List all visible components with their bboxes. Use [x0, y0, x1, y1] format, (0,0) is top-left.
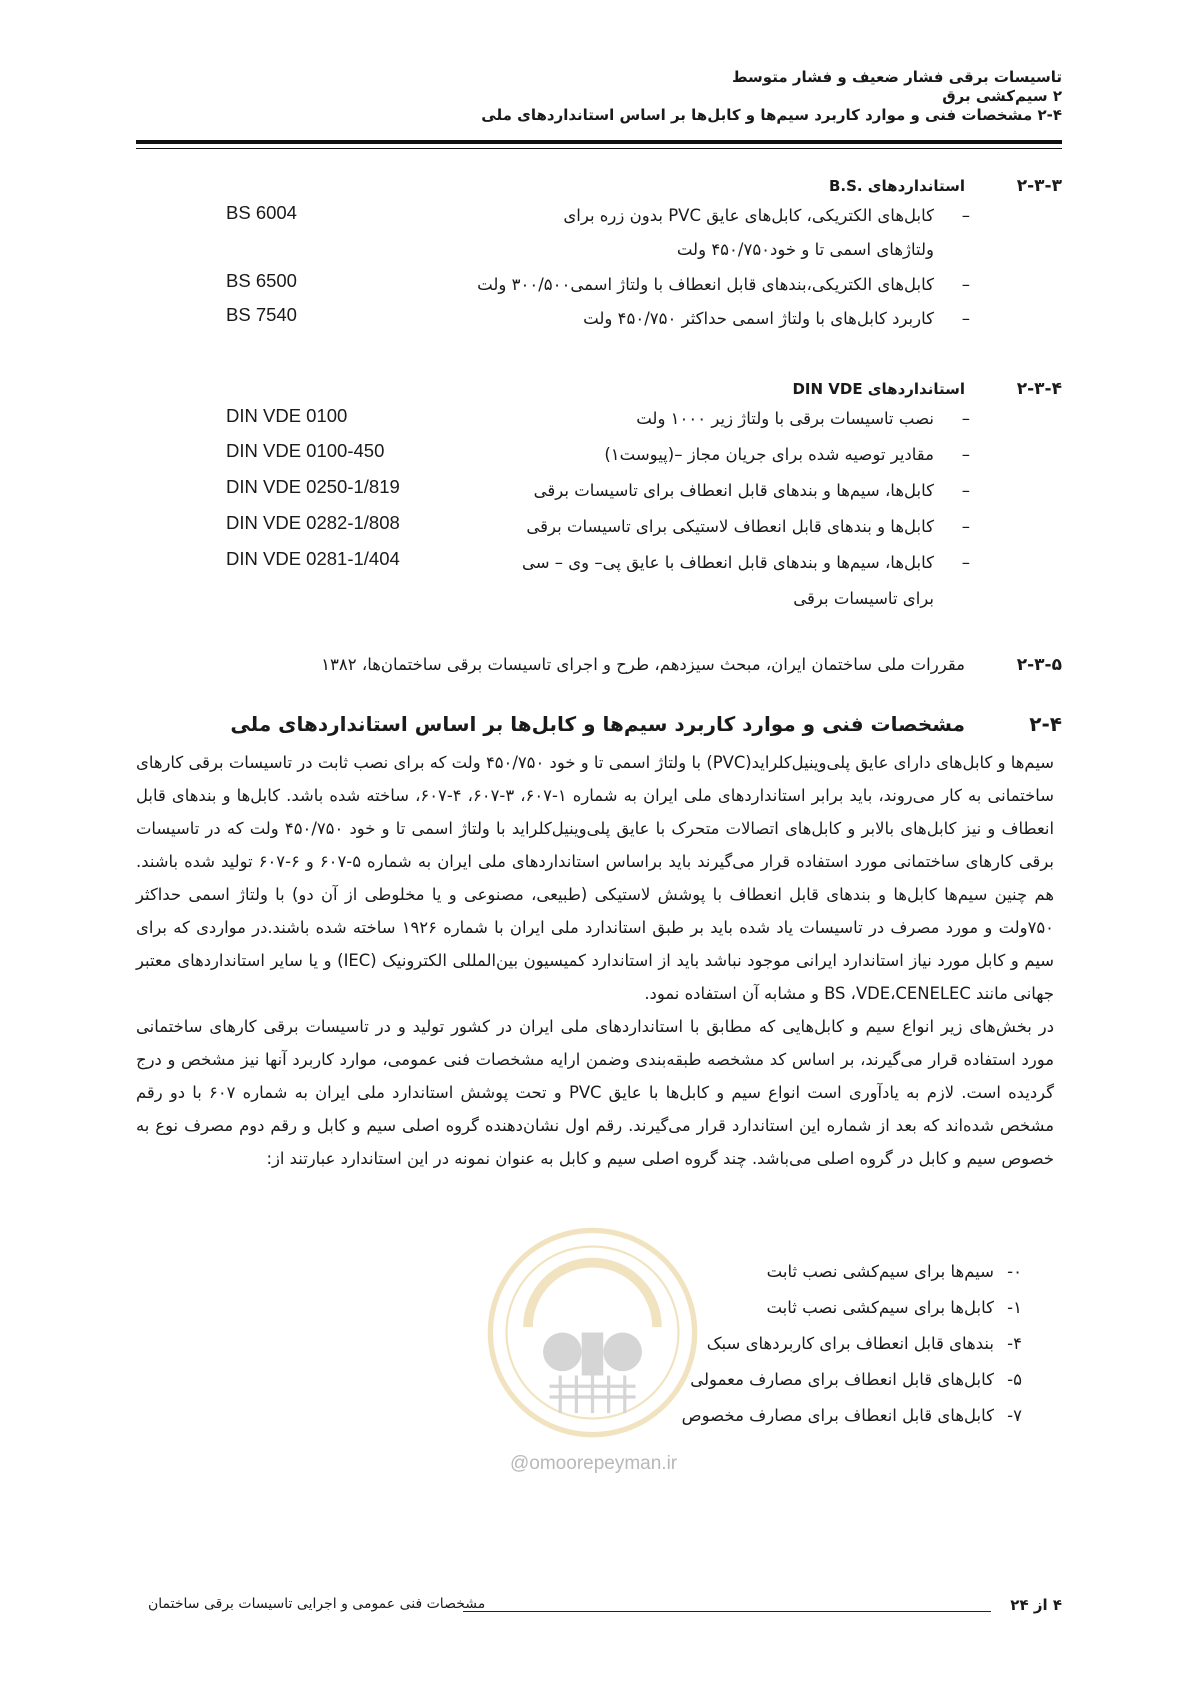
section-number-5: ۲-۳-۵	[1016, 655, 1062, 675]
list-item-text: کابل‌های قابل انعطاف برای مصارف معمولی	[690, 1370, 994, 1389]
bs-item-3-std: BS 7540	[226, 304, 297, 325]
list-item	[682, 1254, 1022, 1290]
list-item-text: کابل‌ها برای سیم‌کشی نصب ثابت	[766, 1298, 994, 1317]
body-text	[136, 746, 1054, 1175]
vde-item-1: –نصب تاسیسات برقی با ولتاژ زیر ۱۰۰۰ ولت	[636, 409, 970, 428]
watermark-url: @omoorepeyman.ir	[510, 1453, 678, 1474]
list-item-text: بندهای قابل انعطاف برای کاربردهای سبک	[706, 1334, 994, 1353]
section-5-text: مقررات ملی ساختمان ایران، مبحث سیزدهم، طرح و اجرای تاسیسات برقی ساختمان‌ها، ۱۳۸۲	[321, 655, 965, 674]
bs-item-2-std: BS 6500	[226, 270, 297, 291]
vde-item-5-std: DIN VDE 0281-1/404	[226, 548, 400, 569]
list-item-text: کابل‌های قابل انعطاف برای مصارف مخصوص	[681, 1406, 994, 1425]
list-item	[682, 1362, 1022, 1398]
vde-item-1-std: DIN VDE 0100	[226, 405, 348, 426]
paragraph-2: در بخش‌های زیر انواع سیم و کابل‌هایی که مطابق با استانداردهای ملی ایران در کشور تولید و در تاسیسات برقی کارهای ساختمانی مورد استفاده قرار می‌گیرند، بر اساس کد مشخصه طبقه‌بندی وضمن ارایه مشخصات فنی عمومی، موارد کاربرد آنها نیز مشخص و درج گردیده است. لازم به یادآوری است انواع سیم و کابل‌ها با عایق PVC و تحت پوشش استاندارد ملی ایران به شماره ۶۰۷ با دو رقم مشخص شده‌اند که بعد از شماره این استاندارد قرار می‌گیرند. رقم اول نشان‌دهنده گروه اصلی سیم و کابل و رقم دوم مصرف نوع به خصوص سیم و کابل در گروه اصلی می‌باشد. چند گروه اصلی سیم و کابل به عنوان نمونه در این استاندارد عبارتند از:	[136, 1017, 1054, 1168]
list-item-num: ۱-	[1007, 1298, 1022, 1317]
header-line-3: ۲-۴ مشخصات فنی و موارد کاربرد سیم‌ها و کابل‌ها بر اساس استانداردهای ملی	[481, 106, 1062, 124]
vde-item-5-text: کابل‌ها، سیم‌ها و بندهای قابل انعطاف با عایق پی– وی – سی	[521, 553, 934, 572]
section-title-bs: استانداردهای .B.S	[828, 177, 965, 195]
watermark-seal-icon	[485, 1225, 700, 1440]
vde-item-3-text: کابل‌ها، سیم‌ها و بندهای قابل انعطاف برای تاسیسات برقی	[533, 481, 934, 500]
list-item	[682, 1326, 1022, 1362]
vde-item-2: –مقادیر توصیه شده برای جریان مجاز –(پیوست۱)	[604, 445, 970, 464]
header-line-2: ۲ سیم‌کشی برق	[942, 87, 1062, 105]
vde-item-3-std: DIN VDE 0250-1/819	[226, 476, 400, 497]
vde-item-4-text: کابل‌ها و بندهای قابل انعطاف لاستیکی برای تاسیسات برقی	[526, 517, 934, 536]
bs-item-3: –کاربرد کابل‌های با ولتاژ اسمی حداکثر ۴۵۰/۷۵۰ ولت	[583, 309, 970, 328]
header-rule-thick	[136, 140, 1062, 144]
vde-item-5-cont: برای تاسیسات برقی	[793, 589, 934, 608]
vde-item-4-std: DIN VDE 0282-1/808	[226, 512, 400, 533]
bs-item-1-cont: ولتاژهای اسمی تا و خود۴۵۰/۷۵۰ ولت	[676, 240, 934, 259]
bs-item-2-text: کابل‌های الکتریکی،بندهای قابل انعطاف با ولتاژ اسمی۳۰۰/۵۰۰ ولت	[477, 275, 934, 294]
vde-item-1-text: نصب تاسیسات برقی با ولتاژ زیر ۱۰۰۰ ولت	[636, 409, 934, 428]
list-item-num: ۷-	[1007, 1406, 1022, 1425]
vde-item-4: –کابل‌ها و بندهای قابل انعطاف لاستیکی برای تاسیسات برقی	[526, 517, 970, 536]
header-rule-thin	[136, 148, 1062, 149]
section-title-vde: استانداردهای DIN VDE	[792, 380, 965, 398]
list-item	[682, 1398, 1022, 1434]
footer-page-number: ۴ از ۲۴	[1010, 1596, 1062, 1614]
bs-item-2: –کابل‌های الکتریکی،بندهای قابل انعطاف با ولتاژ اسمی۳۰۰/۵۰۰ ولت	[477, 275, 970, 294]
list-item-text: سیم‌ها برای سیم‌کشی نصب ثابت	[766, 1262, 994, 1281]
list-item-num: ۵-	[1007, 1370, 1022, 1389]
section-number-vde: ۲-۳-۴	[1016, 379, 1062, 399]
bs-item-1: –کابل‌های الکتریکی، کابل‌های عایق PVC بدون زره برای	[563, 206, 970, 225]
running-header	[128, 68, 1062, 125]
footer-rule	[463, 1611, 991, 1612]
section-title-2-4: مشخصات فنی و موارد کاربرد سیم‌ها و کابل‌ها بر اساس استانداردهای ملی	[230, 712, 965, 736]
list-item-num: ۴-	[1007, 1334, 1022, 1353]
vde-item-2-std: DIN VDE 0100-450	[226, 440, 385, 461]
bs-item-3-text: کاربرد کابل‌های با ولتاژ اسمی حداکثر ۴۵۰/۷۵۰ ولت	[583, 309, 934, 328]
vde-item-5: –کابل‌ها، سیم‌ها و بندهای قابل انعطاف با عایق پی– وی – سی	[521, 553, 970, 572]
cable-group-list	[682, 1254, 1022, 1434]
section-number-bs: ۲-۳-۳	[1016, 176, 1062, 196]
vde-item-3: –کابل‌ها، سیم‌ها و بندهای قابل انعطاف برای تاسیسات برقی	[533, 481, 970, 500]
header-line-1: تاسیسات برقی فشار ضعیف و فشار متوسط	[731, 68, 1062, 86]
vde-item-2-text: مقادیر توصیه شده برای جریان مجاز –(پیوست۱)	[604, 445, 934, 464]
bs-item-1-std: BS 6004	[226, 202, 297, 223]
bs-item-1-text: کابل‌های الکتریکی، کابل‌های عایق PVC بدون زره برای	[563, 206, 934, 225]
paragraph-1: سیم‌ها و کابل‌های دارای عایق پلی‌وینیل‌کلراید(PVC) با ولتاژ اسمی تا و خود ۴۵۰/۷۵۰ ولت که برای نصب ثابت در تاسیسات برقی کارهای ساختمانی به کار می‌روند، باید برابر استانداردهای ملی ایران به شماره ۱-۶۰۷، ۳-۶۰۷، ۴-۶۰۷، ساخته شده باشد. کابل‌ها و بندهای قابل انعطاف و نیز کابل‌های بالابر و کابل‌های اتصالات متحرک با عایق پلی‌وینیل‌کلراید با ولتاژ اسمی تا و خود ۴۵۰/۷۵۰ ولت که در تاسیسات برقی کارهای ساختمانی مورد استفاده قرار می‌گیرند باید براساس استانداردهای ملی ایران به شماره ۵-۶۰۷ و ۶-۶۰۷ تولید شده باشند. هم چنین سیم‌ها کابل‌ها و بندهای قابل انعطاف با پوشش لاستیکی (طبیعی، مصنوعی و یا مخلوطی از آن دو) با ولتاژ اسمی حداکثر ۷۵۰ولت و مورد مصرف در تاسیسات یاد شده باید بر طبق استاندارد ملی ایران با شماره ۱۹۲۶ ساخته شده باشند.در مواردی که برای سیم و کابل مورد نیاز استاندارد ایرانی موجود نباشد باید از استاندارد کمیسیون بین‌المللی الکترونیک (IEC) و یا سایر استانداردهای معتبر جهانی مانند BS ،VDE،CENELEC و مشابه آن استفاده نمود.	[136, 753, 1055, 1003]
list-item-num: ۰-	[1007, 1262, 1022, 1281]
list-item	[682, 1290, 1022, 1326]
footer-doc-title: مشخصات فنی عمومی و اجرایی تاسیسات برقی ساختمان	[148, 1596, 486, 1612]
section-number-2-4: ۲-۴	[1029, 712, 1062, 736]
